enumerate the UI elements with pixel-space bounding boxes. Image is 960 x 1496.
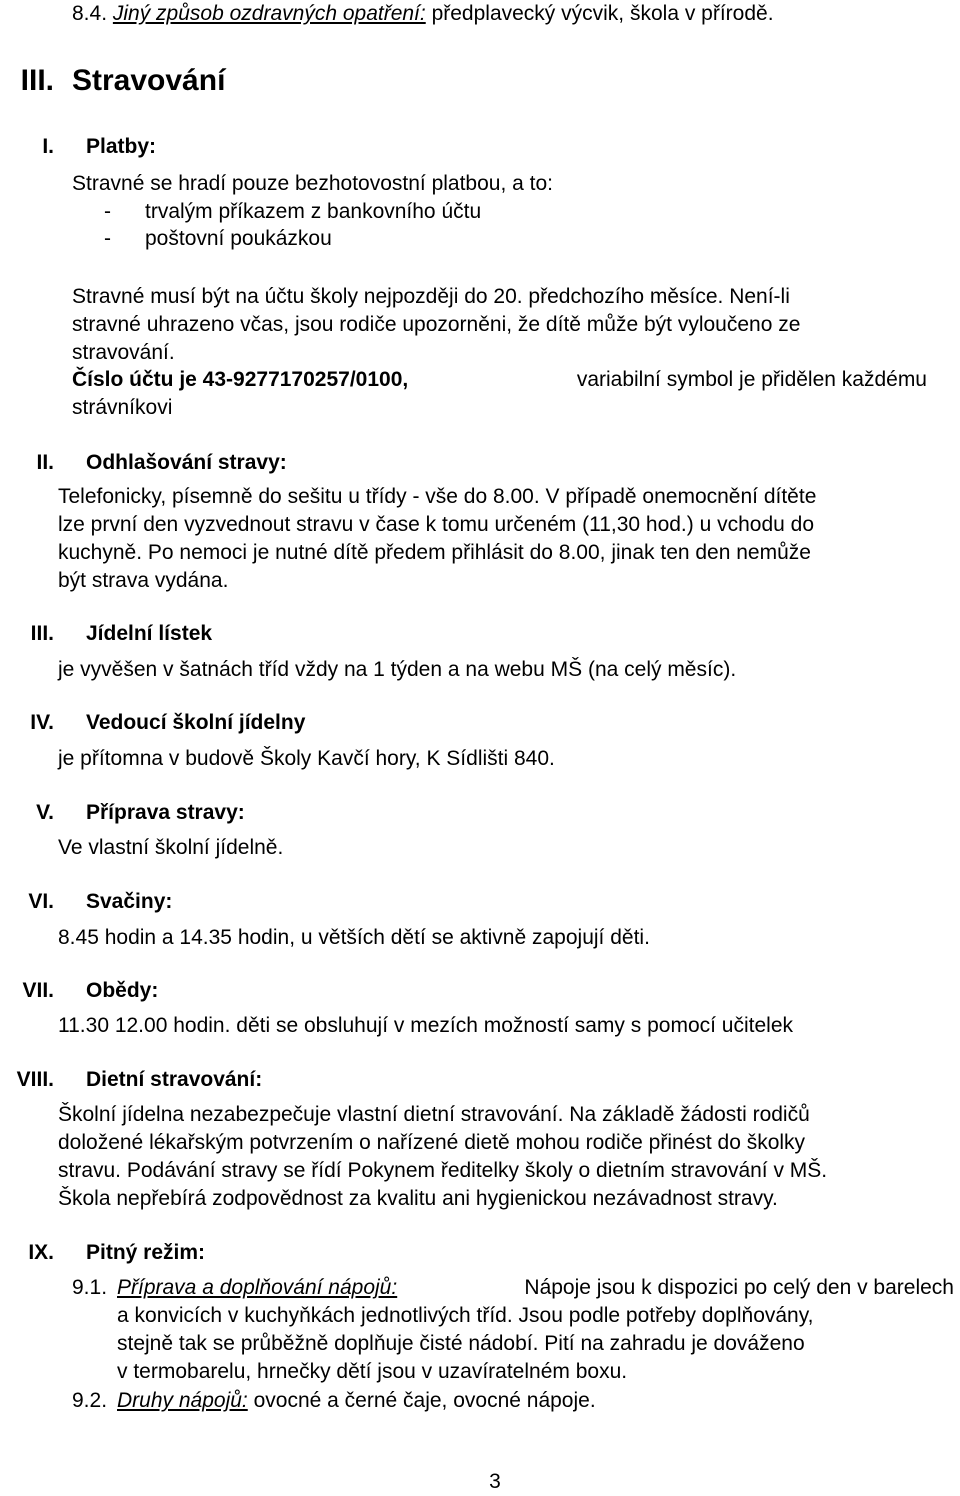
- dietni-title: Dietní stravování:: [86, 1068, 263, 1091]
- pitny-item-1-rest: Nápoje jsou k dispozici po celý den v barelech: [518, 1276, 954, 1299]
- odhlasovani-line: být strava vydána.: [58, 569, 229, 592]
- obedy-number: VII.: [22, 979, 54, 1002]
- platby-intro: Stravné se hradí pouze bezhotovostní platbou, a to:: [72, 172, 553, 195]
- platby-title: Platby:: [86, 135, 157, 158]
- vedouci-number: IV.: [30, 711, 54, 734]
- account-rest: variabilní symbol je přidělen každému: [570, 368, 927, 391]
- section-3-title: Stravování: [72, 64, 226, 97]
- item-8-4-number: 8.4.: [72, 2, 108, 25]
- pitny-item-1-number: 9.1.: [72, 1276, 108, 1299]
- pitny-item-1-first: [117, 1274, 954, 1302]
- pitny-item-1-line: a konvicích v kuchyňkách jednotlivých tříd. Jsou podle potřeby doplňovány,: [117, 1304, 814, 1327]
- priprava-number: V.: [36, 801, 54, 824]
- obedy-title: Obědy:: [86, 979, 159, 1002]
- platby-method-dash: -: [104, 200, 111, 223]
- jidelni-listek-title: Jídelní lístek: [86, 622, 213, 645]
- pitny-item-2-text: ovocné a černé čaje, ovocné nápoje.: [247, 1389, 596, 1412]
- dietni-line: doložené lékařským potvrzením o nařízené dietě mohou rodiče přinést do školky: [58, 1131, 806, 1154]
- dietni-line: stravu. Podávání stravy se řídí Pokynem ředitelky školy o dietním stravování v MŠ.: [58, 1159, 828, 1182]
- dietni-line: Škola nepřebírá zodpovědnost za kvalitu ani hygienickou nezávadnost stravy.: [58, 1187, 778, 1210]
- platby-deadline-line: Stravné musí být na účtu školy nejpozději do 20. předchozího měsíce. Není-li: [72, 285, 790, 308]
- odhlasovani-line: kuchyně. Po nemoci je nutné dítě předem přihlásit do 8.00, jinak ten den nemůže: [58, 541, 811, 564]
- platby-method-dash: -: [104, 227, 111, 250]
- pitny-rezim-title: Pitný režim:: [86, 1241, 206, 1264]
- pitny-rezim-number: IX.: [28, 1241, 54, 1264]
- priprava-title: Příprava stravy:: [86, 801, 245, 824]
- pitny-item-2-label: Druhy nápojů:: [117, 1389, 248, 1412]
- odhlasovani-line: lze první den vyzvednout stravu v čase k tomu určeném (11,30 hod.) u vchodu do: [58, 513, 815, 536]
- item-8-4-text: předplavecký výcvik, škola v přírodě.: [425, 2, 774, 25]
- odhlasovani-line: Telefonicky, písemně do sešitu u třídy - vše do 8.00. V případě onemocnění dítěte: [58, 485, 817, 508]
- platby-deadline-line: stravování.: [72, 341, 175, 364]
- vedouci-title: Vedoucí školní jídelny: [86, 711, 306, 734]
- pitny-item-2-number: 9.2.: [72, 1389, 108, 1412]
- priprava-text: Ve vlastní školní jídelně.: [58, 836, 284, 859]
- platby-account: [72, 366, 927, 394]
- odhlasovani-title: Odhlašování stravy:: [86, 451, 287, 474]
- svaciny-number: VI.: [28, 890, 54, 913]
- pitny-item-1-line: v termobarelu, hrnečky dětí jsou v uzavíratelném boxu.: [117, 1360, 628, 1383]
- pitny-item-1-label: Příprava a doplňování nápojů:: [117, 1276, 398, 1299]
- obedy-text: 11.30 12.00 hodin. děti se obsluhují v mezích možností samy s pomocí učitelek: [58, 1014, 793, 1037]
- jidelni-listek-number: III.: [30, 622, 54, 645]
- account-number: Číslo účtu je 43-9277170257/0100,: [72, 368, 409, 391]
- platby-account-line2: strávníkovi: [72, 396, 173, 419]
- item-8-4: [72, 0, 774, 28]
- jidelni-listek-text: je vyvěšen v šatnách tříd vždy na 1 týden a na webu MŠ (na celý měsíc).: [58, 658, 737, 681]
- section-3-number: III.: [20, 64, 54, 97]
- platby-method: poštovní poukázkou: [145, 227, 332, 250]
- platby-deadline-line: stravné uhrazeno včas, jsou rodiče upozorněni, že dítě může být vyloučeno ze: [72, 313, 801, 336]
- svaciny-title: Svačiny:: [86, 890, 173, 913]
- odhlasovani-number: II.: [36, 451, 54, 474]
- svaciny-text: 8.45 hodin a 14.35 hodin, u větších dětí se aktivně zapojují děti.: [58, 926, 650, 949]
- pitny-item-1-line: stejně tak se průběžně doplňuje čisté nádobí. Pití na zahradu je dováženo: [117, 1332, 805, 1355]
- dietni-number: VIII.: [16, 1068, 54, 1091]
- item-8-4-label: Jiný způsob ozdravných opatření:: [112, 2, 426, 25]
- platby-method: trvalým příkazem z bankovního účtu: [145, 200, 482, 223]
- page-number: 3: [489, 1470, 501, 1493]
- pitny-item-2: [117, 1387, 596, 1415]
- dietni-line: Školní jídelna nezabezpečuje vlastní dietní stravování. Na základě žádosti rodičů: [58, 1103, 810, 1126]
- vedouci-text: je přítomna v budově Školy Kavčí hory, K Sídlišti 840.: [58, 747, 555, 770]
- platby-number: I.: [42, 135, 54, 158]
